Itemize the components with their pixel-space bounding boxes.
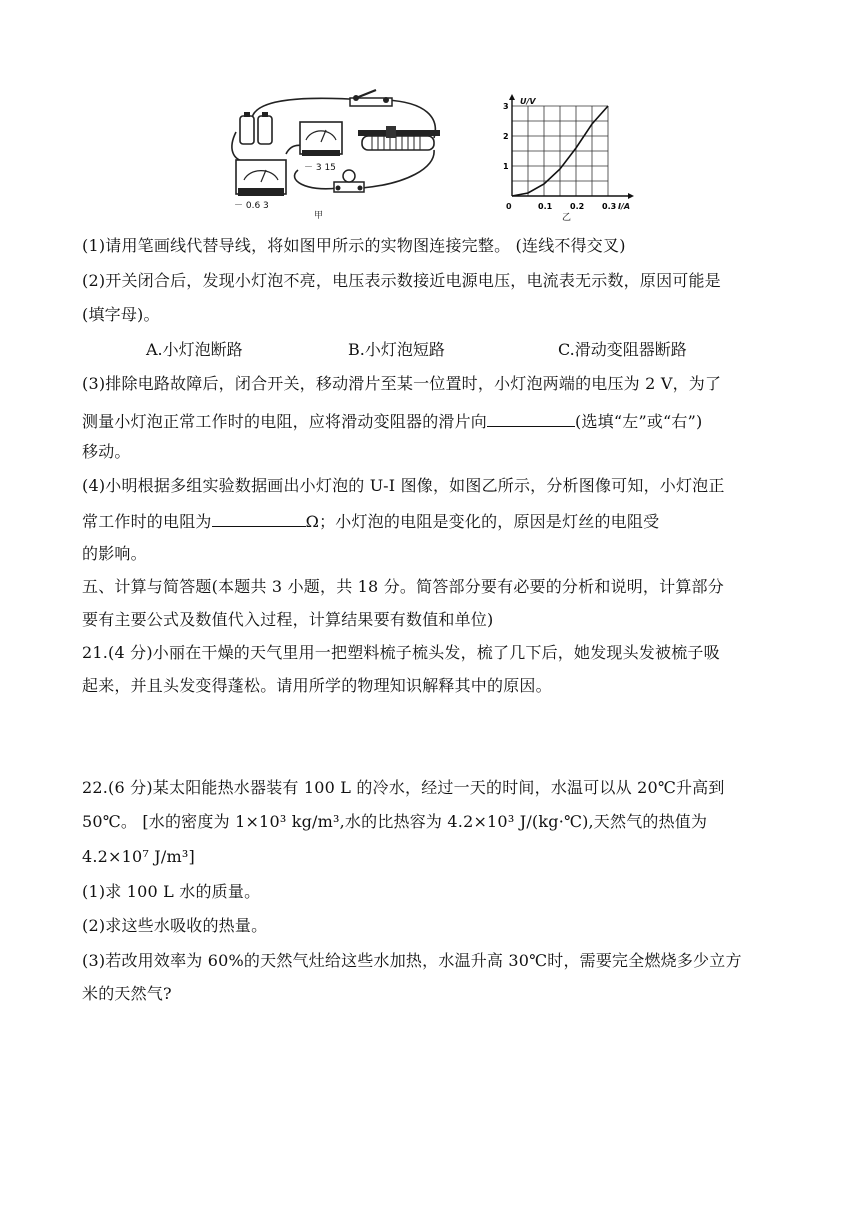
ui-graph [500,92,650,224]
figure-label-yi: 乙 [562,213,572,223]
q20-option-b: B.小灯泡短路 [348,340,445,359]
q21-line2: 起来，并且头发变得蓬松。请用所学的物理知识解释其中的原因。 [82,676,552,695]
answer-blank-direction[interactable] [487,410,575,427]
q20-part4-line1: (4)小明根据多组实验数据画出小灯泡的 U-I 图像，如图乙所示，分析图像可知，小灯泡正 [82,476,725,495]
q22-line1: 22.(6 分)某太阳能热水器装有 100 L 的冷水，经过一天的时间，水温可以从 20℃升高到 [82,778,725,797]
q20-part2-line2: (填字母)。 [82,305,160,324]
graph-origin: 0 [506,202,512,211]
lamp-icon [334,170,364,192]
x-tick-label: 0.3 [602,202,617,211]
q22-sub3-line2: 米的天然气? [82,984,172,1003]
q21-line1: 21.(4 分)小丽在干燥的天气里用一把塑料梳子梳头发，梳了几下后，她发现头发被梳子吸 [82,643,720,662]
graph-xlabel: I/A [618,202,631,211]
y-tick-label: 3 [503,102,509,111]
x-tick-label: 0.1 [538,202,553,211]
q20-part4-line3: 的影响。 [82,544,147,563]
q20-part2-line1: (2)开关闭合后，发现小灯泡不亮，电压表示数接近电源电压，电流表无示数，原因可能是 [82,271,721,290]
voltmeter-icon [300,122,342,156]
circuit-figure [226,88,448,222]
switch-icon [350,90,392,106]
q20-part3-text-after: (选填“左”或“右”) [575,412,703,431]
q22-sub1: (1)求 100 L 水的质量。 [82,882,261,901]
q20-part1: (1)请用笔画线代替导线，将如图甲所示的实物图连接完整。 (连线不得交叉) [82,236,626,255]
graph-grid [512,106,608,196]
graph-ylabel: U/V [520,97,536,106]
q20-part4-line2 [82,510,659,532]
section5-heading-line2: 要有主要公式及数值代入过程，计算结果要有数值和单位) [82,610,494,629]
q20-part4-text-after: Ω；小灯泡的电阻是变化的，原因是灯丝的电阻受 [305,512,660,531]
y-tick-label: 2 [503,132,509,141]
ammeter-terminals: － 0.6 3 [234,201,269,211]
q20-part4-text-before: 常工作时的电阻为 [82,512,212,531]
battery-icon [240,112,272,144]
x-tick-label: 0.2 [570,202,585,211]
answer-blank-resistance[interactable] [212,510,306,527]
q22-sub3-line1: (3)若改用效率为 60%的天然气灶给这些水加热，水温升高 30℃时，需要完全燃烧多少立方 [82,951,742,970]
section5-heading-line1: 五、计算与简答题(本题共 3 小题，共 18 分。简答部分要有必要的分析和说明，计算部分 [82,577,724,596]
q20-option-c: C.滑动变阻器断路 [558,340,687,359]
q22-line2: 50℃。 [水的密度为 1×10³ kg/m³,水的比热容为 4.2×10³ J/(kg·℃),天然气的热值为 [82,812,708,831]
voltmeter-terminals: － 3 15 [304,163,336,173]
q22-sub2: (2)求这些水吸收的热量。 [82,916,268,935]
y-tick-label: 1 [503,162,509,171]
ammeter-icon [236,160,286,196]
q22-line3: 4.2×10⁷ J/m³] [82,847,195,866]
q20-part3-line1: (3)排除电路故障后，闭合开关，移动滑片至某一位置时，小灯泡两端的电压为 2 V，为了 [82,374,722,393]
figure-label-jia: 甲 [314,211,324,221]
q20-part3-line3: 移动。 [82,442,131,461]
rheostat-icon [358,126,440,150]
q20-part3-text-before: 测量小灯泡正常工作时的电阻，应将滑动变阻器的滑片向 [82,412,488,431]
q20-part3-line2 [82,410,702,432]
q20-option-a: A.小灯泡断路 [146,340,243,359]
